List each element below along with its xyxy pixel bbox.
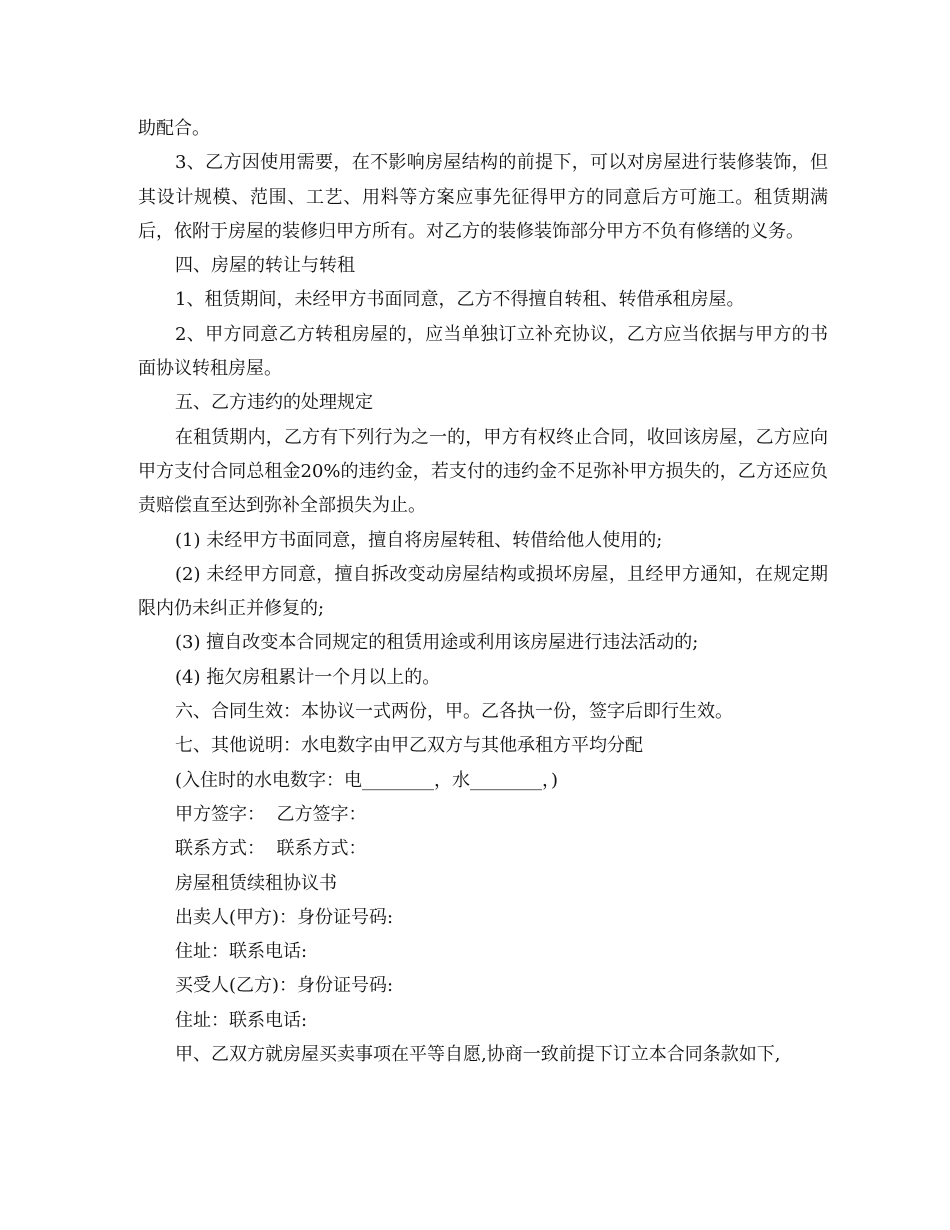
- seller-address-line: 住址：联系电话:: [175, 941, 308, 963]
- section-5-heading: 五、乙方违约的处理规定: [175, 392, 373, 414]
- breach-intro-paragraph: 在租赁期内，乙方有下列行为之一的，甲方有权终止合同，收回该房屋，乙方应向甲方支付合同总租金20%的违约金，若支付的违约金不足弥补甲方损失的，乙方还应负责赔偿直至达到弥补全部损失为止。: [138, 426, 828, 517]
- clause-4-2-sublease-agreement: 2、甲方同意乙方转租房屋的，应当单独订立补充协议，乙方应当依据与甲方的书面协议转租房屋。: [138, 323, 828, 380]
- paragraph-continuation: 助配合。: [138, 118, 210, 139]
- breach-item-4: (4) 拖欠房租累计一个月以上的。: [175, 666, 441, 688]
- breach-item-3: (3) 擅自改变本合同规定的租赁用途或利用该房屋进行违法活动的;: [175, 632, 699, 654]
- section-4-heading: 四、房屋的转让与转租: [175, 255, 355, 277]
- seller-party-line: 出卖人(甲方)：身份证号码:: [175, 906, 394, 928]
- clause-3-decoration: 3、乙方因使用需要，在不影响房屋结构的前提下，可以对房屋进行装修装饰，但其设计规模、范围、工艺、用料等方案应事先征得甲方的同意后方可施工。租赁期满后，依附于房屋的装修归甲方所有。对乙方的装修装饰部分甲方不负有修缮的义务。: [138, 152, 828, 242]
- document-body: [138, 112, 828, 1072]
- breach-item-1: (1) 未经甲方书面同意，擅自将房屋转租、转借给他人使用的;: [175, 529, 663, 551]
- breach-item-2: (2) 未经甲方同意，擅自拆改变动房屋结构或损坏房屋，且经甲方通知，在规定期限内仍未纠正并修复的;: [138, 563, 828, 620]
- section-6-effectiveness: 六、合同生效：本协议一式两份，甲。乙各执一份，签字后即行生效。: [175, 701, 733, 723]
- buyer-address-line: 住址：联系电话:: [175, 1009, 308, 1031]
- renewal-agreement-title: 房屋租赁续租协议书: [175, 872, 337, 894]
- utility-readings-line: (入住时的水电数字：电________，水________，): [175, 769, 559, 791]
- section-7-other-notes: 七、其他说明：水电数字由甲乙双方与其他承租方平均分配: [175, 735, 643, 757]
- agreement-preamble: 甲、乙双方就房屋买卖事项在平等自愿,协商一致前提下订立本合同条款如下,: [175, 1044, 781, 1066]
- contact-line: 联系方式： 联系方式：: [175, 838, 367, 860]
- clause-4-1-sublease: 1、租赁期间，未经甲方书面同意，乙方不得擅自转租、转借承租房屋。: [175, 289, 745, 311]
- buyer-party-line: 买受人(乙方)：身份证号码:: [175, 975, 394, 997]
- signature-line: 甲方签字： 乙方签字：: [175, 803, 367, 825]
